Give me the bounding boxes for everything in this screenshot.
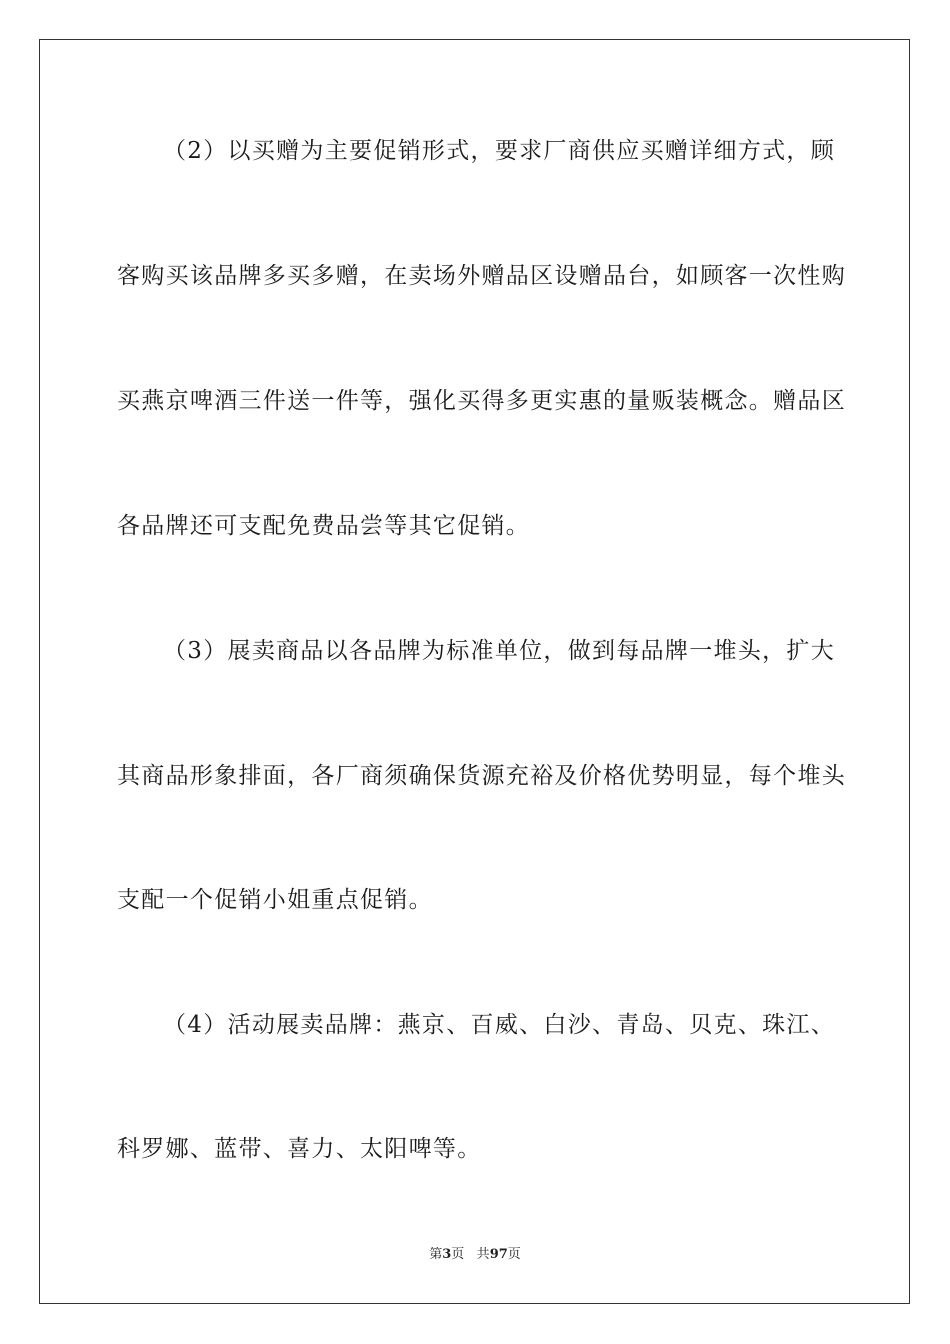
page-footer (0, 1246, 950, 1264)
footer-page-suffix: 页 (451, 1247, 465, 1262)
footer-prefix: 第 (429, 1247, 443, 1262)
paragraph-2-line-3: 支配一个促销小姐重点促销。 (117, 887, 433, 913)
paragraph-1-line-1: （2）以买赠为主要促销形式，要求厂商供应买赠详细方式，顾 (163, 138, 836, 164)
paragraph-1-line-2: 客购买该品牌多买多赠，在卖场外赠品区设赠品台，如顾客一次性购 (117, 263, 846, 289)
paragraph-3-line-1: （4）活动展卖品牌：燕京、百威、白沙、青岛、贝克、珠江、 (163, 1012, 836, 1038)
paragraph-2-line-1: （3）展卖商品以各品牌为标准单位，做到每品牌一堆头，扩大 (163, 638, 836, 664)
footer-total-suffix: 页 (507, 1247, 521, 1262)
footer-page-number: 3 (442, 1247, 452, 1262)
footer-total-prefix: 共 (476, 1247, 490, 1262)
paragraph-1-line-4: 各品牌还可支配免费品尝等其它促销。 (117, 513, 531, 539)
paragraph-1-line-3: 买燕京啤酒三件送一件等，强化买得多更实惠的量贩装概念。赠品区 (117, 388, 846, 414)
paragraph-3-line-2: 科罗娜、蓝带、喜力、太阳啤等。 (117, 1136, 482, 1162)
footer-total-pages: 97 (489, 1247, 508, 1262)
paragraph-2-line-2: 其商品形象排面，各厂商须确保货源充裕及价格优势明显，每个堆头 (117, 763, 846, 789)
page-border (39, 39, 910, 1304)
